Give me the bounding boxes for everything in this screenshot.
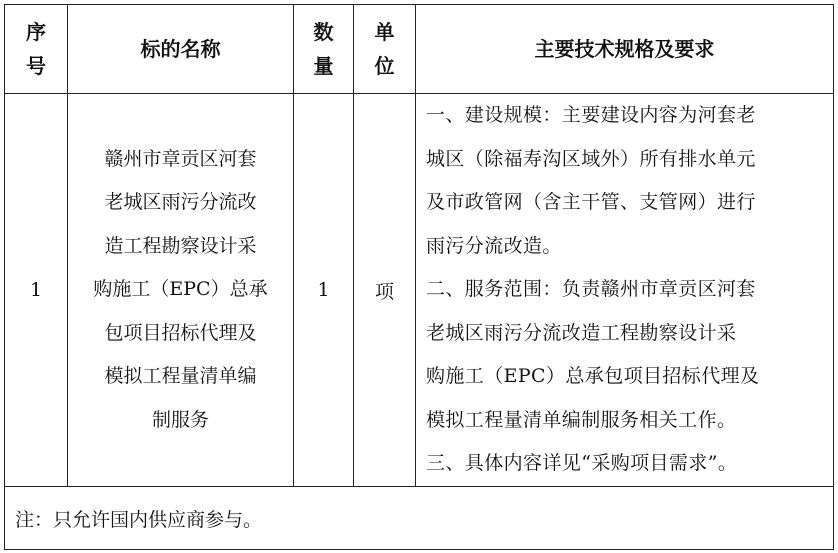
spec-line: 雨污分流改造。 — [426, 234, 562, 257]
row-name-line: 老城区雨污分流改 — [104, 191, 257, 214]
note-text: 注：只允许国内供应商参与。 — [5, 487, 834, 550]
spec-line: 购施工（EPC）总承包项目招标代理及 — [426, 365, 760, 388]
spec-line: 三、具体内容详见“采购项目需求”。 — [426, 452, 738, 475]
spec-line: 模拟工程量清单编制服务相关工作。 — [426, 408, 737, 431]
spec-line: 一、建设规模：主要建设内容为河套老 — [426, 104, 756, 127]
table-header-row — [5, 5, 834, 94]
spec-line: 老城区雨污分流改造工程勘察设计采 — [426, 321, 737, 344]
procurement-table — [4, 4, 834, 550]
row-name — [68, 94, 294, 487]
row-name-line: 模拟工程量清单编 — [104, 365, 257, 388]
row-name-line: 造工程勘察设计采 — [104, 234, 257, 257]
row-seq: 1 — [5, 94, 68, 487]
row-name-line: 赣州市章贡区河套 — [104, 147, 257, 170]
row-name-line: 制服务 — [151, 408, 209, 431]
row-unit: 项 — [354, 94, 416, 487]
spec-line: 城区（除福寿沟区域外）所有排水单元 — [426, 147, 756, 170]
row-quantity: 1 — [294, 94, 354, 487]
spec-line: 及市政管网（含主干管、支管网）进行 — [426, 191, 756, 214]
spec-line: 二、服务范围：负责赣州市章贡区河套 — [426, 278, 756, 301]
row-name-line: 购施工（EPC）总承 — [93, 278, 268, 301]
header-quantity: 数 量 — [294, 5, 354, 94]
row-name-line: 包项目招标代理及 — [104, 321, 257, 344]
header-seq: 序 号 — [5, 5, 68, 94]
header-name: 标的名称 — [68, 5, 294, 94]
note-row — [5, 487, 834, 550]
header-unit: 单 位 — [354, 5, 416, 94]
table-row — [5, 94, 834, 487]
header-spec: 主要技术规格及要求 — [416, 5, 834, 94]
procurement-table-document — [4, 4, 833, 548]
row-spec — [416, 94, 834, 487]
